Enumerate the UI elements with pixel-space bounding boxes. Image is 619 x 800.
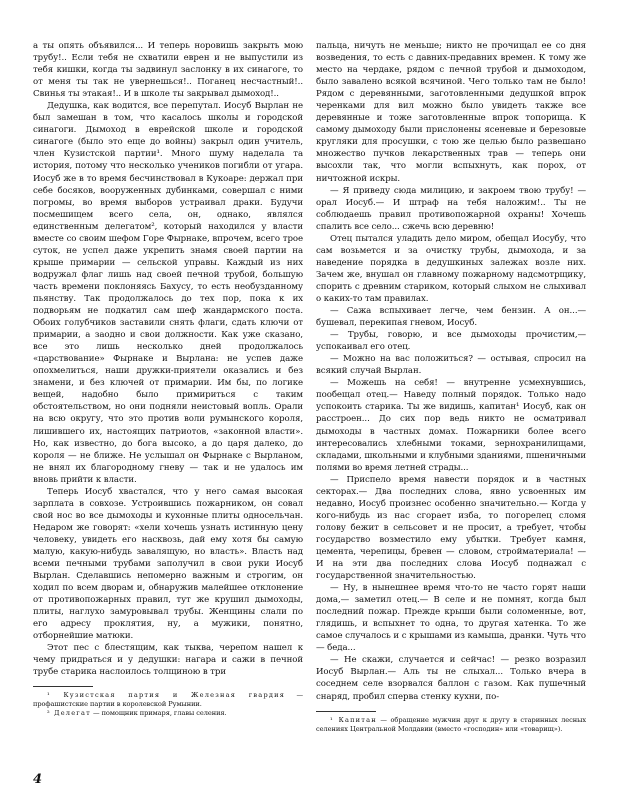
footnotes-right: [316, 716, 586, 734]
footnote-term: ² Делегат: [47, 709, 91, 718]
footnote: [316, 716, 586, 734]
paragraph: Дедушка, как водится, все перепутал. Иосуб Вырлан не был замешан в том, что касалось школы и городской синагоги. Дымоход в еврейской школе и городской синагоге (было это еще до войны) закрыл один учитель, член Кузистской партии¹. Много шуму наделала та история, потому что несколько учеников погибли от угара. Иосуб же в то время бесчинствовал в Кукоаре: держал при себе босяков, вооруженных дубинками, совершал с ними погромы, во время выборов устраивал драки. Будучи посмешищем всего села, он, однако, являлся единственным делегатом², который находился у власти вместе со своим шефом Горе Фырнаке, впрочем, всего трое суток, не успел даже укрепить знамя своей партии на крыше примарии — сельской управы. Каждый из них водружал флаг лишь над своей печной трубой, большую часть времени поклоняясь Бахусу, то есть необузданному пьянству. Так продолжалось до тех пор, пока к их подворьям не подкатил сам шеф жандармского поста. Обоих голубчиков заставили снять флаги, сдать ключи от примарии, а заодно и свои должности. Как уже сказано, все это лишь несколько дней продолжалось «царствование» Фырнаке и Вырлана: не успев даже опохмелиться, наши дружки-приятели оказались и без знамени, и без ключей от примарии. Им бы, по логике вещей, надобно было примириться с таким обстоятельством, но они подняли неистовый вопль. Орали на всю округу, что это против воли румынского короля, лишившего их, настоящих патриотов, «законной власти». Но, как известно, до бога высоко, а до царя далеко, до короля — не ближе. Не услышал он Фырнаке с Вырланом, не внял их благородному гневу — так и не удалось им вновь прийти к власти.: [33, 101, 303, 485]
paragraph: — Можешь на себя! — внутренне усмехнувшись, пообещал отец.— Наведу полный порядок. Только надо успокоить старика. Ты же видишь, капитан¹ Иосуб, как он расстроен... До сих пор ведь никто не осматривал дымоходы в частных домах. Пожарники более всего интересовались хлебными токами, зернохранилищами, складами, школьными и клубными зданиями, пшеничными полями во время летней страды...: [316, 378, 586, 473]
paragraph: — Не скажи, случается и сейчас! — резко возразил Иосуб Вырлан.— Аль ты не слыхал... Только вчера в соседнем селе взорвался баллон с газом. Как пушечный снаряд, пробил сперва стенку кухни, по-: [316, 655, 586, 702]
footnote-term: ¹ Кузистская партия и Железная гвардия: [47, 691, 286, 700]
footnote-text: — помощник примаря, главы селения.: [90, 709, 227, 718]
footnote: [33, 709, 303, 718]
page-number: 4: [33, 772, 43, 787]
footnote: [33, 691, 303, 709]
paragraph: пальца, ничуть не меньше; никто не прочищал ее со дня возведения, то есть с давних-предавних времен. К тому же место на чердаке, рядом с печной трубой и дымоходом, было завалено всякой всячиной. Чего только там не было! Рядом с деревянными, заготовленными дедушкой впрок черенками для вил можно было увидеть также все деревянные и тоже заготовленные впрок топорища. К самому дымоходу были прислонены ясеневые и березовые кругляки для просушки, с тою же целью было развешано множество пучков лекарственных трав — теперь они высохли так, что могли вспыхнуть, как порох, от ничтожной искры.: [316, 41, 586, 184]
paragraph: Отец пытался уладить дело миром, обещал Иосубу, что сам возьмется и за очистку трубы, дымохода, и за наведение порядка в дедушкиных залежах возле них. Зачем же, внушал он главному пожарному надсмотрщику, спорить с древним стариком, который слыхом не слыхивал о каких-то там правилах.: [316, 233, 586, 304]
paragraph: — Трубы, говорю, и все дымоходы прочистим,— успокаивал его отец.: [316, 330, 586, 353]
footnote-divider: [33, 686, 93, 687]
paragraph: — Я приведу сюда милицию, и закроем твою трубу! — орал Иосуб.— И штраф на тебя наложим!.. Ты не соблюдаешь правил противопожарной охраны! Хочешь спалить все село... сжечь всю деревню!: [316, 185, 586, 232]
footnotes-left: [33, 691, 303, 718]
paragraph: Теперь Иосуб хвастался, что у него самая высокая зарплата в совхозе. Устроившись пожарником, он совал свой нос во все дымоходы и кухонные плиты односельчан. Недаром же говорят: «хели хочешь узнать истинную цену человеку, увидеть его насквозь, дай ему хотя бы самую малую, какую-нибудь завалящую, но власть». Власть над всеми печными трубами заполучил в свои руки Иосуб Вырлан. Сделавшись непомерно важным и строгим, он ходил по всем дворам и, обнаружив малейшее отклонение от противопожарных правил, тут же крушил дымоходы, плиты, наглухо замуровывал трубы. Женщины слали по его адресу проклятия, ну, а мужики, понятно, отборнейшие матюки.: [33, 486, 303, 642]
paragraph: — Можно на вас положиться? — остывая, спросил на всякий случай Вырлан.: [316, 354, 586, 377]
paragraph: Этот пес с блестящим, как тыква, черепом нашел к чему придраться и у дедушки: нагара и сажи в печной трубе старика наслоилось толщиною в три: [33, 643, 303, 678]
paragraph: — Ну, в нынешнее время что-то не часто горят наши дома,— заметил отец.— В селе и не помнят, когда был последний пожар. Прежде крыши были соломенные, вот, глядишь, и вспыхнет то одна, то другая хатенка. То же самое случалось и с крышами из камыша, дранки. Чуть что — беда...: [316, 583, 586, 654]
paragraph: — Сажа вспыхивает легче, чем бензин. А он...— бушевал, перекипая гневом, Иосуб.: [316, 306, 586, 329]
footnote-divider: [316, 711, 376, 712]
paragraph: а ты опять объявился... И теперь норовишь закрыть мою трубу!.. Если тебя не схватили еврен и не выпустили из тебя кишки, когда ты задвинул заслонку в их синагоге, то от меня ты так не увернешься!.. Поганец несчастный!.. Свинья ты этакая!.. И в школе ты закрывал дымоход!..: [33, 41, 303, 100]
footnote-text: — профашистские партии в королевской Румынии.: [33, 691, 303, 709]
right-column: [316, 40, 586, 734]
paragraph: — Приспело время навести порядок и в частных секторах.— Два последних слова, явно усвоенных им недавно, Иосуб произнес особенно значительно.— Когда у кого-нибудь из нас сгорает изба, то погорелец сломя голову бежит в сельсовет и не просит, а требует, чтобы государство возместило ему убытки. Требует камня, цемента, черепицы, бревен — словом, стройматериала! — И на эти два последних слова Иосуб поднажал с государственной значительностью.: [316, 474, 586, 582]
footnote-term: ¹ Капитан: [330, 715, 377, 724]
left-column: [33, 40, 303, 718]
footnote-text: — обращение мужчин друг к другу в старинных лесных селениях Центральной Молдавии (вместо «господин» или «товарищ»).: [316, 715, 586, 733]
